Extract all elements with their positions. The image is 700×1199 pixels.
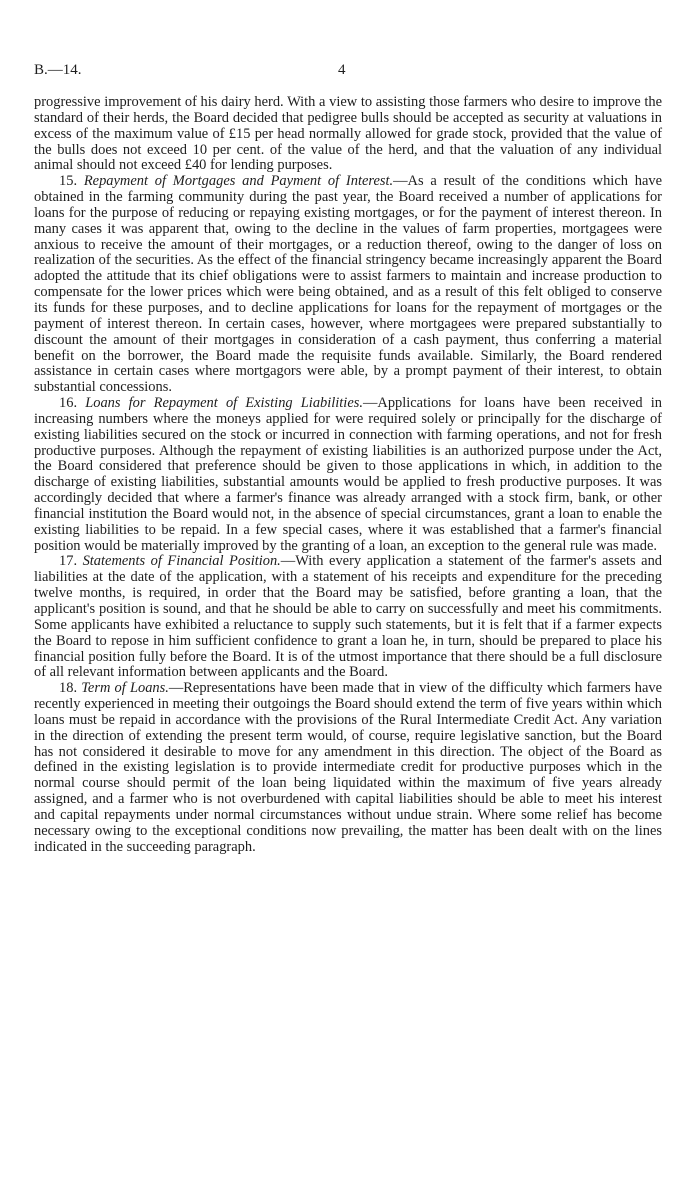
page-number: 4 <box>338 62 346 78</box>
paragraph-heading: Term of Loans. <box>81 680 169 697</box>
paragraph-text: —As a result of the conditions which have obtained in the farming community during the past year, the Board received a number of applications for loans for the purpose of reducing or repaying existing mortgages, or for the payment of interest thereon. In many cases it was apparent that, owing to the decline in the values of farm properties, mortgagees were anxious to receive the amount of their mortgages, or a reduction thereof, owing to the danger of loss on realization of the securities. As the effect of the financial stringency became increasingly apparent the Board adopted the attitude that its chief obligations were to assist farmers to maintain and increase production to compensate for the lower prices which were being obtained, and as a result of this felt obliged to conserve its funds for these purposes, and to decline applications for loans for the repayment of mortgages or the payment of interest thereon. In certain cases, however, where mortgagees were prepared substantially to discount the amount of their mortgages in consideration of a cash payment, thus conferring a material benefit on the borrower, the Board made the requisite funds available. Similarly, the Board rendered assistance in certain cases where mortgagors were able, by a prompt payment of their interest, to obtain substantial concessions. <box>34 173 662 396</box>
paragraph-18 <box>34 681 662 855</box>
document-body <box>34 95 662 856</box>
document-reference: B.—14. <box>34 62 82 78</box>
paragraph-text: progressive improvement of his dairy herd. With a view to assisting those farmers who desire to improve the standard of their herds, the Board decided that pedigree bulls should be accepted as security at valuations in excess of the maximum value of £15 per head normally allowed for grade stock, provided that the value of the bulls does not exceed 10 per cent. of the value of the herd, and that the valuation of any individual animal should not exceed £40 for lending purposes. <box>34 94 662 174</box>
paragraph-heading: Loans for Repayment of Existing Liabilities. <box>85 395 363 412</box>
paragraph-number: 16. <box>59 395 78 412</box>
paragraph-16 <box>34 396 662 554</box>
page-header <box>34 62 662 80</box>
paragraph-number: 18. <box>59 680 78 697</box>
paragraph-15 <box>34 174 662 396</box>
paragraph-text: —Applications for loans have been received in increasing numbers where the moneys applied for were required solely or principally for the discharge of existing liabilities secured on the stock or incurred in connection with farming operations, and not for fresh productive purposes. Although the repayment of existing liabilities is an authorized purpose under the Act, the Board considered that preference should be given to those applications in which, in addition to the discharge of existing liabilities, substantial amounts would be applied to fresh productive purposes. It was accordingly decided that where a farmer's finance was already arranged with a stock firm, bank, or other financial institution the Board would not, in the absence of special circumstances, grant a loan to enable the existing liabilities to be repaid. In a few special cases, where it was established that a farmer's financial position would be materially improved by the granting of a loan, an exception to the general rule was made. <box>34 395 662 554</box>
paragraph-text: —With every application a statement of the farmer's assets and liabilities at the date of the application, with a statement of his receipts and expenditure for the preceding twelve months, is required, in order that the Board may be satisfied, before granting a loan, that the applicant's position is sound, and that he should be able to carry on successfully and meet his commitments. Some applicants have exhibited a reluctance to supply such statements, but it is felt that if a farmer expects the Board to repose in him sufficient confidence to grant a loan he, in turn, should be prepared to place his financial position fully before the Board. It is of the utmost importance that there should be a full disclosure of all relevant information between applicants and the Board. <box>34 553 663 681</box>
paragraph-number: 17. <box>59 553 78 570</box>
paragraph-text: —Representations have been made that in view of the difficulty which farmers have recently experienced in meeting their outgoings the Board should extend the term of five years within which loans must be repaid in accordance with the provisions of the Rural Intermediate Credit Act. Any variation in the direction of extending the present term would, of course, require legislative sanction, but the Board has not considered it desirable to move for any amendment in this direction. The object of the Board as defined in the existing legislation is to provide intermediate credit for productive purposes which in the normal course should permit of the loan being liquidated within the maximum of five years already assigned, and a farmer who is not overburdened with capital liabilities should be able to meet his interest and capital repayments under normal circumstances without undue strain. Where some relief has become necessary owing to the exceptional conditions now prevailing, the matter has been dealt with on the lines indicated in the succeeding paragraph. <box>34 680 662 855</box>
paragraph-heading: Repayment of Mortgages and Payment of Interest. <box>83 173 394 190</box>
paragraph-14-continuation <box>34 95 662 174</box>
paragraph-17 <box>34 554 662 681</box>
paragraph-heading: Statements of Financial Position. <box>82 553 281 570</box>
paragraph-number: 15. <box>59 173 78 190</box>
